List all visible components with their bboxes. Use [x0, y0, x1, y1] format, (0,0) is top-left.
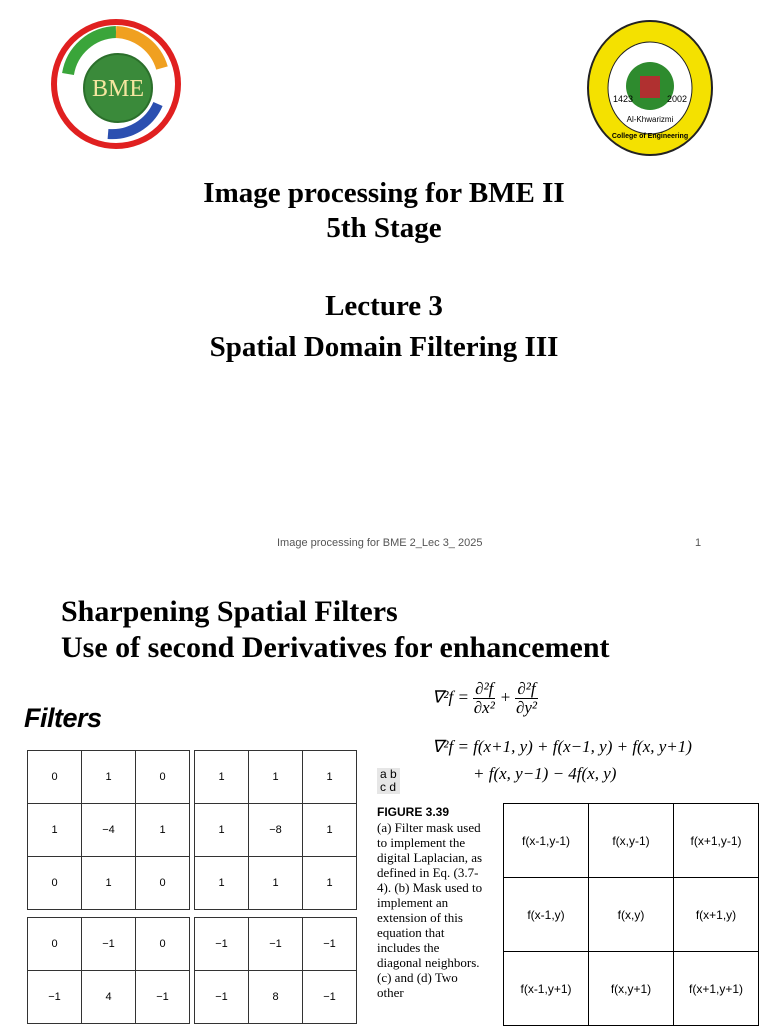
mask-cell: −1 [28, 971, 82, 1024]
stage-title: 5th Stage [326, 212, 442, 244]
mask-cell: 1 [249, 857, 303, 910]
mask-cell: 0 [28, 751, 82, 804]
mask-row [28, 918, 190, 971]
svg-text:College of Engineering: College of Engineering [611, 133, 689, 140]
svg-text:Al-Khwarizmi: Al-Khwarizmi [626, 115, 674, 124]
mask-cell: 0 [136, 918, 190, 971]
slide-footer: Image processing for BME 2_Lec 3_ 2025 [277, 537, 483, 549]
grid-cell: f(x+1,y-1) [674, 804, 759, 878]
course-title: Image processing for BME II [203, 177, 565, 209]
mask-row [195, 971, 357, 1024]
bme-logo-text: BME [91, 76, 145, 102]
figure-caption: (a) Filter mask used to implement the digital Laplacian, as defined in Eq. (3.7-4). (b) Mask used to implement an extension of this equation that includes the diagonal neighbors. (c) and (d) Two other [377, 820, 483, 1000]
laplacian-mask-d [194, 917, 357, 1024]
grid-row [504, 804, 759, 878]
mask-cell: 4 [82, 971, 136, 1024]
grid-cell: f(x+1,y+1) [674, 952, 759, 1026]
mask-cell: 0 [28, 918, 82, 971]
mask-cell: 1 [136, 804, 190, 857]
grid-cell: f(x,y) [589, 878, 674, 952]
discrete-laplacian-line1: ∇²f = f(x+1, y) + f(x−1, y) + f(x, y+1) [432, 737, 692, 756]
mask-cell: 1 [303, 751, 357, 804]
mask-cell: 1 [195, 857, 249, 910]
grid-cell: f(x,y-1) [589, 804, 674, 878]
mask-cell: 1 [303, 804, 357, 857]
mask-cell: −4 [82, 804, 136, 857]
filters-label: Filters [24, 703, 102, 733]
figure-panel-letters: a b c d [377, 768, 400, 794]
section-subheading: Use of second Derivatives for enhancement [61, 631, 610, 664]
mask-cell: −8 [249, 804, 303, 857]
mask-cell: −1 [136, 971, 190, 1024]
mask-cell: 8 [249, 971, 303, 1024]
pixel-neighborhood-grid [503, 803, 759, 1026]
mask-cell: 0 [136, 751, 190, 804]
laplacian-mask-a [27, 750, 190, 910]
laplacian-mask-b [194, 750, 357, 910]
mask-cell: 0 [136, 857, 190, 910]
mask-cell: −1 [195, 971, 249, 1024]
mask-cell: 0 [28, 857, 82, 910]
grid-cell: f(x-1,y) [504, 878, 589, 952]
mask-row [195, 804, 357, 857]
mask-row [28, 804, 190, 857]
mask-cell: −1 [195, 918, 249, 971]
lecture-number: Lecture 3 [325, 290, 443, 322]
mask-cell: 1 [82, 751, 136, 804]
grid-cell: f(x-1,y-1) [504, 804, 589, 878]
mask-cell: 1 [82, 857, 136, 910]
figure-title: FIGURE 3.39 [377, 805, 450, 819]
laplacian-definition: ∇²f = $\frac{\text{∂²f}}{\text{∂x²}}$ + $\frac{\text{∂²f}}{\text{∂y²}}$ [432, 679, 538, 717]
grid-row [504, 952, 759, 1026]
mask-row [28, 857, 190, 910]
mask-cell: 1 [249, 751, 303, 804]
mask-cell: 1 [195, 751, 249, 804]
page-number: 1 [695, 537, 702, 549]
mask-row [195, 751, 357, 804]
grid-cell: f(x-1,y+1) [504, 952, 589, 1026]
college-logo [585, 18, 715, 158]
svg-text:2002: 2002 [667, 94, 688, 104]
bme-department-logo [48, 18, 184, 150]
grid-cell: f(x,y+1) [589, 952, 674, 1026]
mask-row [195, 857, 357, 910]
svg-text:1423: 1423 [613, 94, 634, 104]
mask-cell: −1 [303, 971, 357, 1024]
mask-cell: 1 [28, 804, 82, 857]
lecture-title: Spatial Domain Filtering III [209, 331, 559, 363]
mask-cell: −1 [303, 918, 357, 971]
mask-row [195, 918, 357, 971]
mask-cell: 1 [195, 804, 249, 857]
mask-row [28, 751, 190, 804]
mask-cell: −1 [249, 918, 303, 971]
mask-cell: −1 [82, 918, 136, 971]
discrete-laplacian-line2: + f(x, y−1) − 4f(x, y) [473, 764, 617, 783]
grid-cell: f(x+1,y) [674, 878, 759, 952]
mask-row [28, 971, 190, 1024]
mask-cell: 1 [303, 857, 357, 910]
section-heading: Sharpening Spatial Filters [61, 595, 398, 628]
laplacian-mask-c [27, 917, 190, 1024]
grid-row [504, 878, 759, 952]
